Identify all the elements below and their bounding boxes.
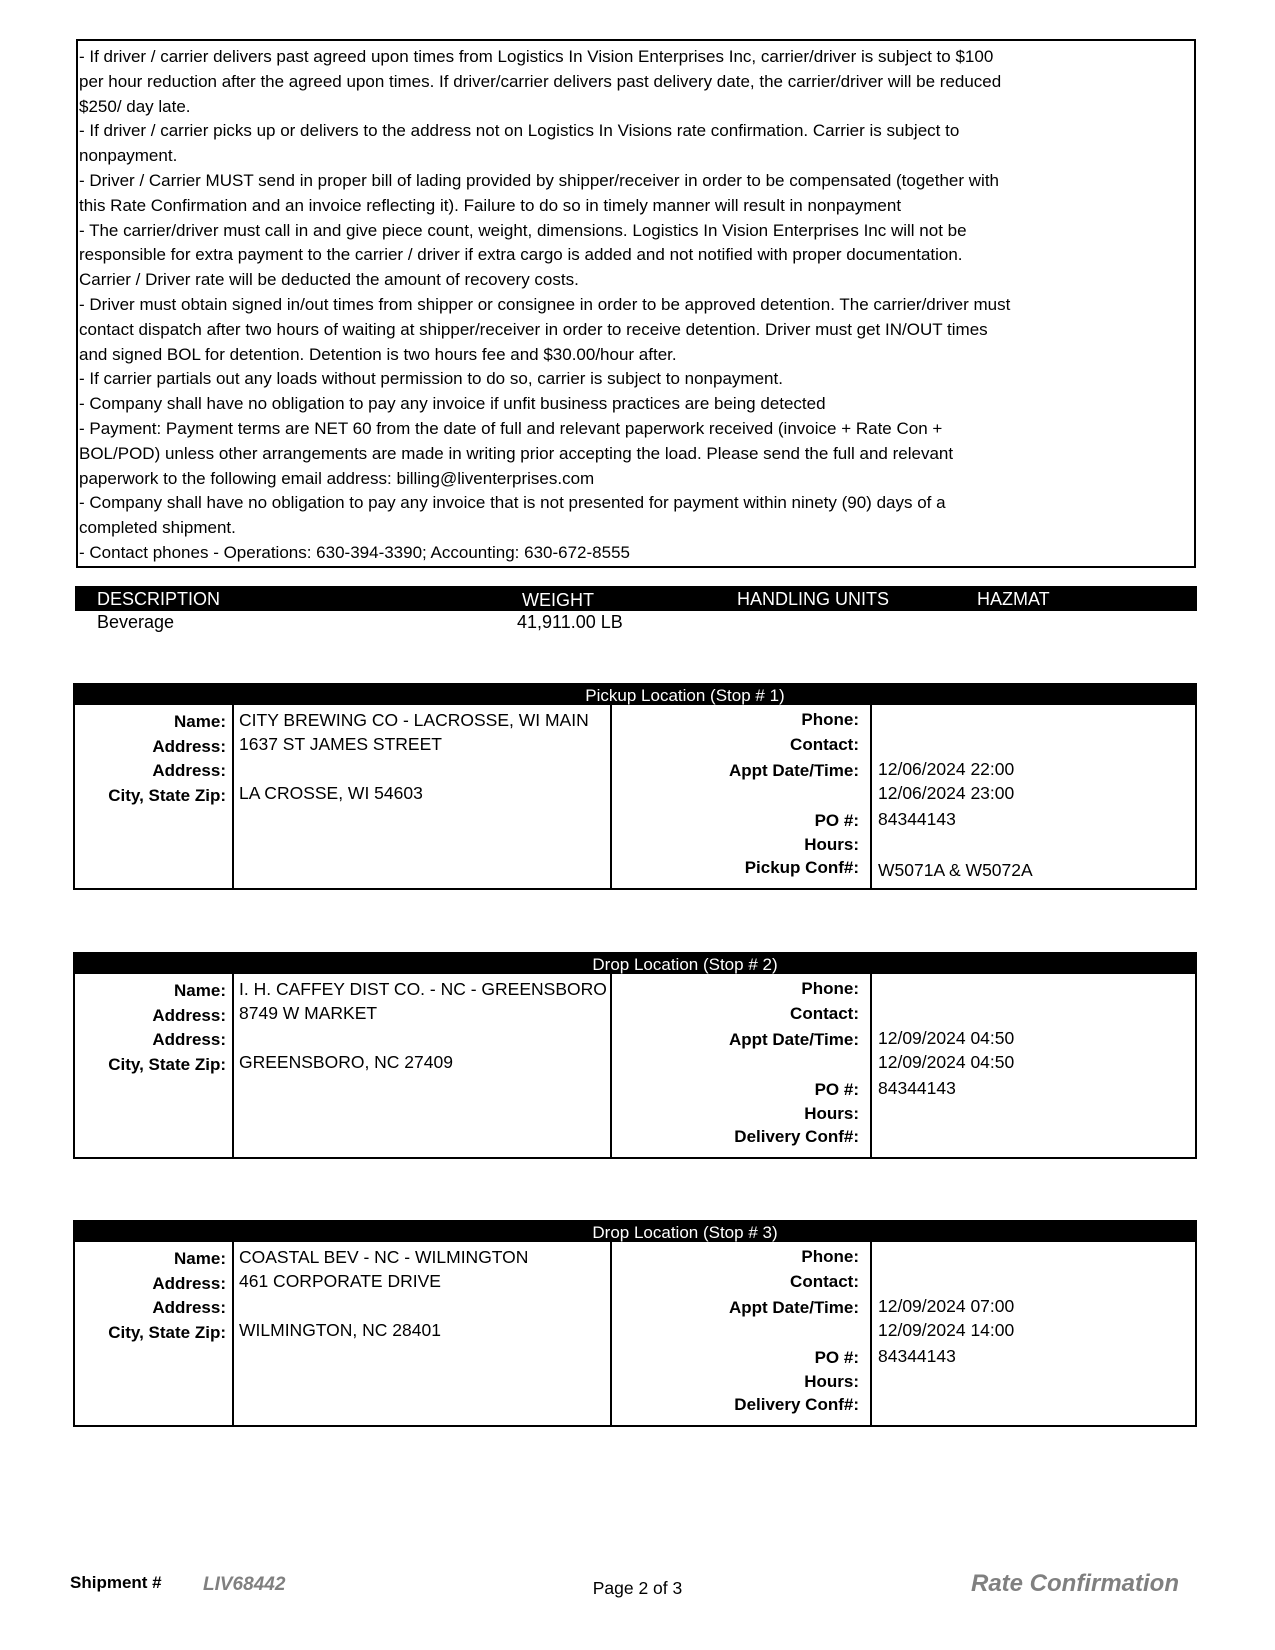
- city-state-zip-label: City, State Zip:: [108, 1055, 226, 1074]
- column-divider: [870, 974, 872, 1157]
- terms-line: - Company shall have no obligation to pay any invoice that is not presented for payment within ninety (90) days of a: [79, 493, 946, 513]
- page-number: Page 2 of 3: [592, 1578, 683, 1598]
- handling-units-header: HANDLING UNITS: [737, 589, 890, 609]
- stop-title: Drop Location (Stop # 3): [592, 1223, 778, 1242]
- stop-city-state-zip: GREENSBORO, NC 27409: [239, 1052, 453, 1072]
- column-divider: [232, 974, 234, 1157]
- stop-city-state-zip: WILMINGTON, NC 28401: [239, 1320, 441, 1340]
- shipment-number: LIV68442: [203, 1574, 286, 1595]
- terms-line: nonpayment.: [79, 146, 178, 166]
- po-label: PO #:: [814, 1348, 859, 1367]
- conf-label: Delivery Conf#:: [734, 1395, 859, 1414]
- hazmat-header: HAZMAT: [977, 589, 1050, 609]
- address-label: Address:: [152, 1006, 226, 1025]
- appt-label: Appt Date/Time:: [728, 761, 859, 780]
- stop-pickup-1: [73, 683, 1197, 890]
- appt-start: 12/09/2024 07:00: [878, 1296, 1015, 1316]
- terms-line: per hour reduction after the agreed upon times. If driver/carrier delivers past delivery date, the carrier/driver will be reduced: [79, 71, 1002, 91]
- terms-line: Carrier / Driver rate will be deducted the amount of recovery costs.: [79, 270, 579, 290]
- cargo-table-header: [75, 586, 1197, 611]
- address-label: Address:: [152, 1274, 226, 1293]
- hours-label: Hours:: [804, 835, 859, 854]
- terms-line: $250/ day late.: [79, 96, 191, 116]
- appt-start: 12/06/2024 22:00: [878, 759, 1015, 779]
- terms-line: - Payment: Payment terms are NET 60 from the date of full and relevant paperwork received (invoice + Rate Con +: [79, 418, 943, 438]
- name-label: Name:: [174, 712, 226, 731]
- hours-label: Hours:: [804, 1372, 859, 1391]
- stop-address: 461 CORPORATE DRIVE: [239, 1271, 441, 1291]
- terms-line: - Driver / Carrier MUST send in proper bill of lading provided by shipper/receiver in order to be compensated (together with: [79, 170, 1000, 190]
- stop-title: Drop Location (Stop # 2): [592, 955, 778, 974]
- column-divider: [610, 974, 612, 1157]
- address2-label: Address:: [152, 761, 226, 780]
- po-label: PO #:: [814, 1080, 859, 1099]
- terms-line: - Driver must obtain signed in/out times from shipper or consignee in order to be approved detention. The carrier/driver must: [79, 294, 1011, 314]
- terms-line: and signed BOL for detention. Detention is two hours fee and $30.00/hour after.: [79, 344, 677, 364]
- stop-drop-3: [73, 1220, 1197, 1427]
- conf-label: Pickup Conf#:: [744, 858, 859, 877]
- address2-label: Address:: [152, 1030, 226, 1049]
- phone-label: Phone:: [801, 1247, 859, 1266]
- stop-title: Pickup Location (Stop # 1): [585, 686, 785, 705]
- stop-title-bar: [75, 954, 1195, 974]
- contact-label: Contact:: [790, 1004, 859, 1023]
- contact-label: Contact:: [790, 735, 859, 754]
- hours-label: Hours:: [804, 1104, 859, 1123]
- name-label: Name:: [174, 1249, 226, 1268]
- terms-line: paperwork to the following email address: billing@liventerprises.com: [79, 468, 595, 488]
- stop-title-bar: [75, 685, 1195, 705]
- stop-po: 84344143: [878, 1346, 956, 1366]
- terms-line: - Company shall have no obligation to pay any invoice if unfit business practices are being detected: [79, 394, 826, 414]
- cargo-row: [75, 611, 1197, 635]
- appt-end: 12/06/2024 23:00: [878, 783, 1015, 803]
- stop-po: 84344143: [878, 1078, 956, 1098]
- stop-address: 8749 W MARKET: [239, 1003, 378, 1023]
- appt-end: 12/09/2024 14:00: [878, 1320, 1015, 1340]
- terms-line: - If carrier partials out any loads without permission to do so, carrier is subject to nonpayment.: [79, 369, 783, 389]
- stop-po: 84344143: [878, 809, 956, 829]
- terms-line: this Rate Confirmation and an invoice reflecting it). Failure to do so in timely manner will result in nonpayment: [79, 195, 902, 215]
- terms-line: - Contact phones - Operations: 630-394-3390; Accounting: 630-672-8555: [79, 542, 630, 562]
- description-header: DESCRIPTION: [97, 589, 221, 609]
- appt-start: 12/09/2024 04:50: [878, 1028, 1015, 1048]
- city-state-zip-label: City, State Zip:: [108, 786, 226, 805]
- address-label: Address:: [152, 737, 226, 756]
- name-label: Name:: [174, 981, 226, 1000]
- column-divider: [870, 705, 872, 888]
- stop-title-bar: [75, 1222, 1195, 1242]
- appt-label: Appt Date/Time:: [728, 1030, 859, 1049]
- column-divider: [610, 705, 612, 888]
- shipment-label: Shipment #: [70, 1573, 162, 1592]
- terms-line: contact dispatch after two hours of waiting at shipper/receiver in order to receive detention. Driver must get IN/OUT times: [79, 319, 988, 339]
- cargo-description: Beverage: [97, 612, 175, 632]
- terms-line: responsible for extra payment to the carrier / driver if extra cargo is added and not notified with proper documentation.: [79, 245, 963, 265]
- terms-line: - If driver / carrier delivers past agreed upon times from Logistics In Vision Enterprises Inc, carrier/driver is subject to $100: [79, 47, 994, 66]
- city-state-zip-label: City, State Zip:: [108, 1323, 226, 1342]
- address2-label: Address:: [152, 1298, 226, 1317]
- column-divider: [870, 1242, 872, 1425]
- stop-address: 1637 ST JAMES STREET: [239, 734, 442, 754]
- terms-line: completed shipment.: [79, 518, 236, 538]
- po-label: PO #:: [814, 811, 859, 830]
- stop-drop-2: [73, 952, 1197, 1159]
- column-divider: [610, 1242, 612, 1425]
- terms-line: - If driver / carrier picks up or delivers to the address not on Logistics In Visions rate confirmation. Carrier is subject to: [79, 121, 960, 141]
- document-title: Rate Confirmation: [970, 1570, 1179, 1597]
- appt-label: Appt Date/Time:: [728, 1298, 859, 1317]
- conf-label: Delivery Conf#:: [734, 1127, 859, 1146]
- phone-label: Phone:: [801, 979, 859, 998]
- stop-name: CITY BREWING CO - LACROSSE, WI MAIN: [239, 710, 589, 730]
- terms-box: [76, 39, 1196, 568]
- phone-label: Phone:: [801, 710, 859, 729]
- column-divider: [232, 705, 234, 888]
- column-divider: [232, 1242, 234, 1425]
- stop-conf: W5071A & W5072A: [878, 860, 1033, 880]
- cargo-weight: 41,911.00 LB: [517, 612, 623, 632]
- terms-line: BOL/POD) unless other arrangements are made in writing prior accepting the load. Please send the full and relevant: [79, 443, 954, 463]
- stop-name: I. H. CAFFEY DIST CO. - NC - GREENSBORO: [239, 979, 607, 999]
- stop-name: COASTAL BEV - NC - WILMINGTON: [239, 1247, 529, 1267]
- appt-end: 12/09/2024 04:50: [878, 1052, 1015, 1072]
- contact-label: Contact:: [790, 1272, 859, 1291]
- terms-line: - The carrier/driver must call in and give piece count, weight, dimensions. Logistics In Vision Enterprises Inc will not be: [79, 220, 967, 240]
- stop-city-state-zip: LA CROSSE, WI 54603: [239, 783, 423, 803]
- weight-header: WEIGHT: [522, 590, 594, 610]
